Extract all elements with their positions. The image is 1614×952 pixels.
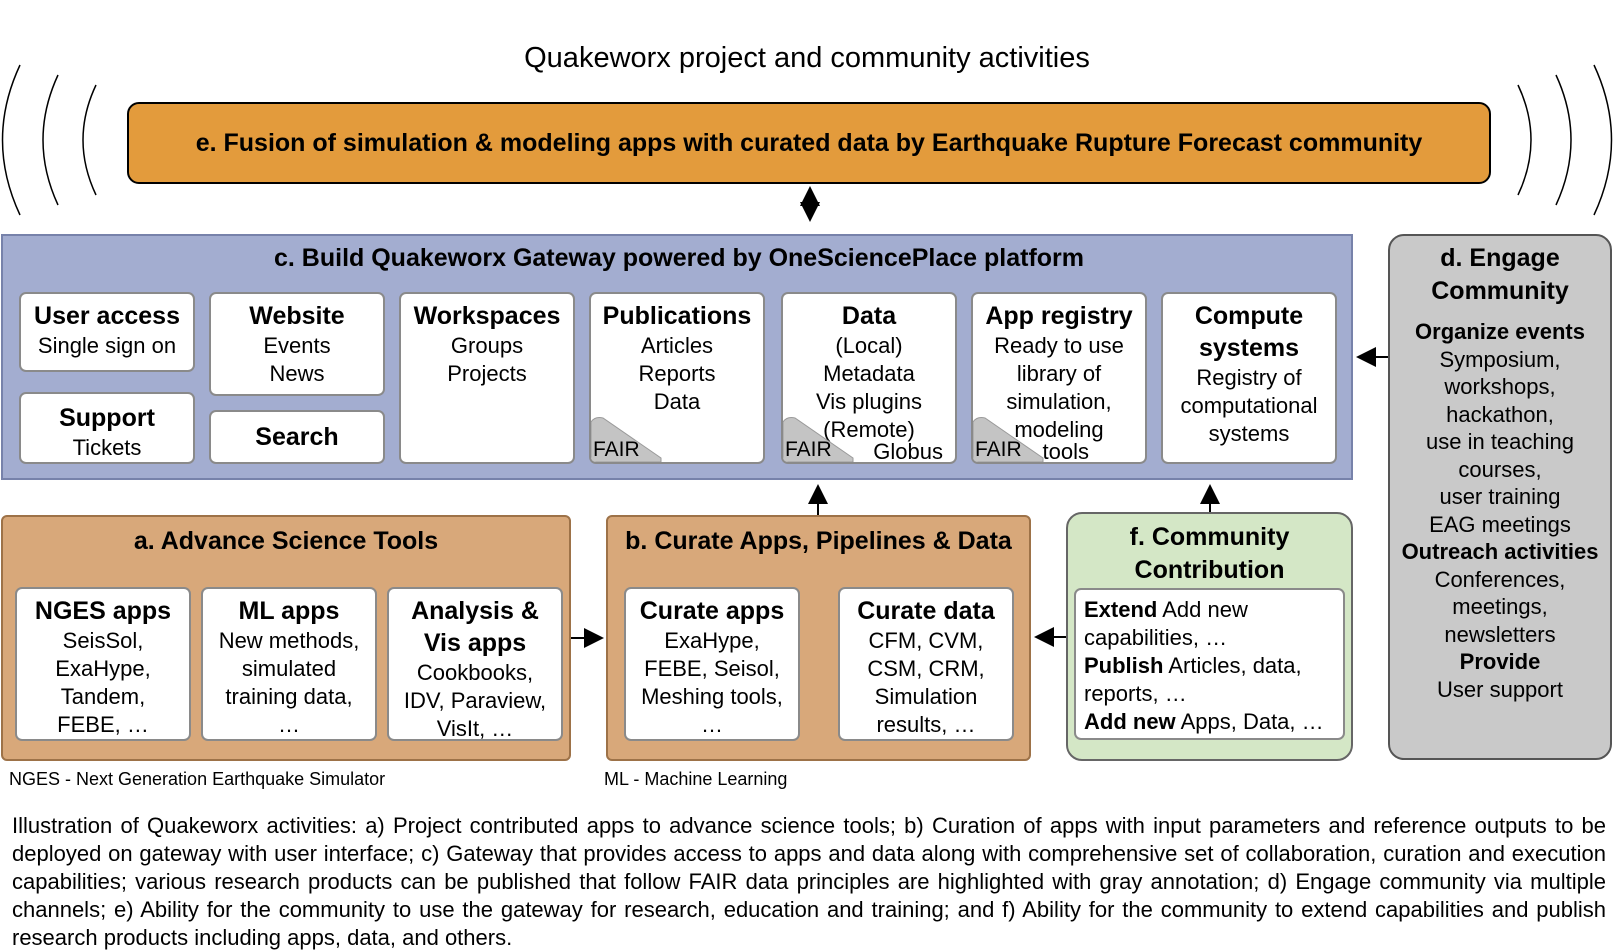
organize-events-heading: Organize events [1415,319,1585,344]
provide-heading: Provide [1459,649,1541,674]
gateway-panel-title: c. Build Quakeworx Gateway powered by OneSciencePlace platform [274,244,1084,272]
data-box: Data (Local) Metadata Vis plugins (Remote) Globus FAIR [781,292,957,464]
community-contribution-panel: f. Community Contribution Extend Add new capabilities, … Publish Articles, data, reports, … Add new Apps, Data, … [1066,512,1353,761]
engage-community-panel: d. Engage Community Organize events Symposium, workshops, hackathon, use in teaching courses, user training EAG meetings Outreach activities Conferences, meetings, newsletters Provide User support [1388,234,1612,760]
curate-apps-box: Curate apps ExaHype, FEBE, Seisol, Meshing tools, … [624,587,800,741]
website-box: Website Events News [209,292,385,396]
contribution-list: Extend Add new capabilities, … Publish Articles, data, reports, … Add new Apps, Data, … [1074,588,1345,740]
user-access-box: User access Single sign on [19,292,195,372]
outreach-heading: Outreach activities [1401,539,1599,564]
search-box: Search [209,410,385,464]
fair-annotation: FAIR [971,414,1045,464]
fusion-banner: e. Fusion of simulation & modeling apps with curated data by Earthquake Rupture Forecast community [127,102,1491,184]
fair-annotation: FAIR [781,414,855,464]
ml-apps-box: ML apps New methods, simulated training data, … [201,587,377,741]
workspaces-box: Workspaces Groups Projects [399,292,575,464]
nges-apps-box: NGES apps SeisSol, ExaHype, Tandem, FEBE, … [15,587,191,741]
diagram-title: Quakeworx project and community activities [524,42,1090,74]
app-registry-box: App registry Ready to use library of simulation, modeling tools FAIR [971,292,1147,464]
curate-data-box: Curate data CFM, CVM, CSM, CRM, Simulation results, … [838,587,1014,741]
advance-science-tools-panel: a. Advance Science Tools NGES apps SeisSol, ExaHype, Tandem, FEBE, … ML apps New methods, simulated training data, … Analysis & Vis apps Cookbooks, IDV, Paraview, VisIt, … [1,515,571,761]
support-box: Support Tickets [19,392,195,464]
analysis-vis-apps-box: Analysis & Vis apps Cookbooks, IDV, Paraview, VisIt, … [387,587,563,741]
publications-box: Publications Articles Reports Data FAIR [589,292,765,464]
figure-caption: Illustration of Quakeworx activities: a) Project contributed apps to advance science tools; b) Curation of apps with input parameters and reference outputs to be deployed on gateway with user interface; c) Gateway that provides access to apps and data along with comprehensive set of collaboration, curation and execution capabilities; various research products can be published that follow FAIR data principles are highlighted with gray annotation; d) Engage community via multiple channels; e) Ability for the community to use the gateway for research, education and training; and f) Ability for the community to extend capabilities and publish research products including apps, data, and others. [12,813,1606,950]
curate-panel: b. Curate Apps, Pipelines & Data Curate apps ExaHype, FEBE, Seisol, Meshing tools, … Curate data CFM, CVM, CSM, CRM, Simulation results, … [606,515,1031,761]
engage-title: d. Engage [1440,244,1560,272]
fair-annotation: FAIR [589,414,663,464]
compute-systems-box: Compute systems Registry of computational systems [1161,292,1337,464]
nges-note: NGES - Next Generation Earthquake Simulator [9,769,386,789]
ml-note: ML - Machine Learning [604,769,788,789]
